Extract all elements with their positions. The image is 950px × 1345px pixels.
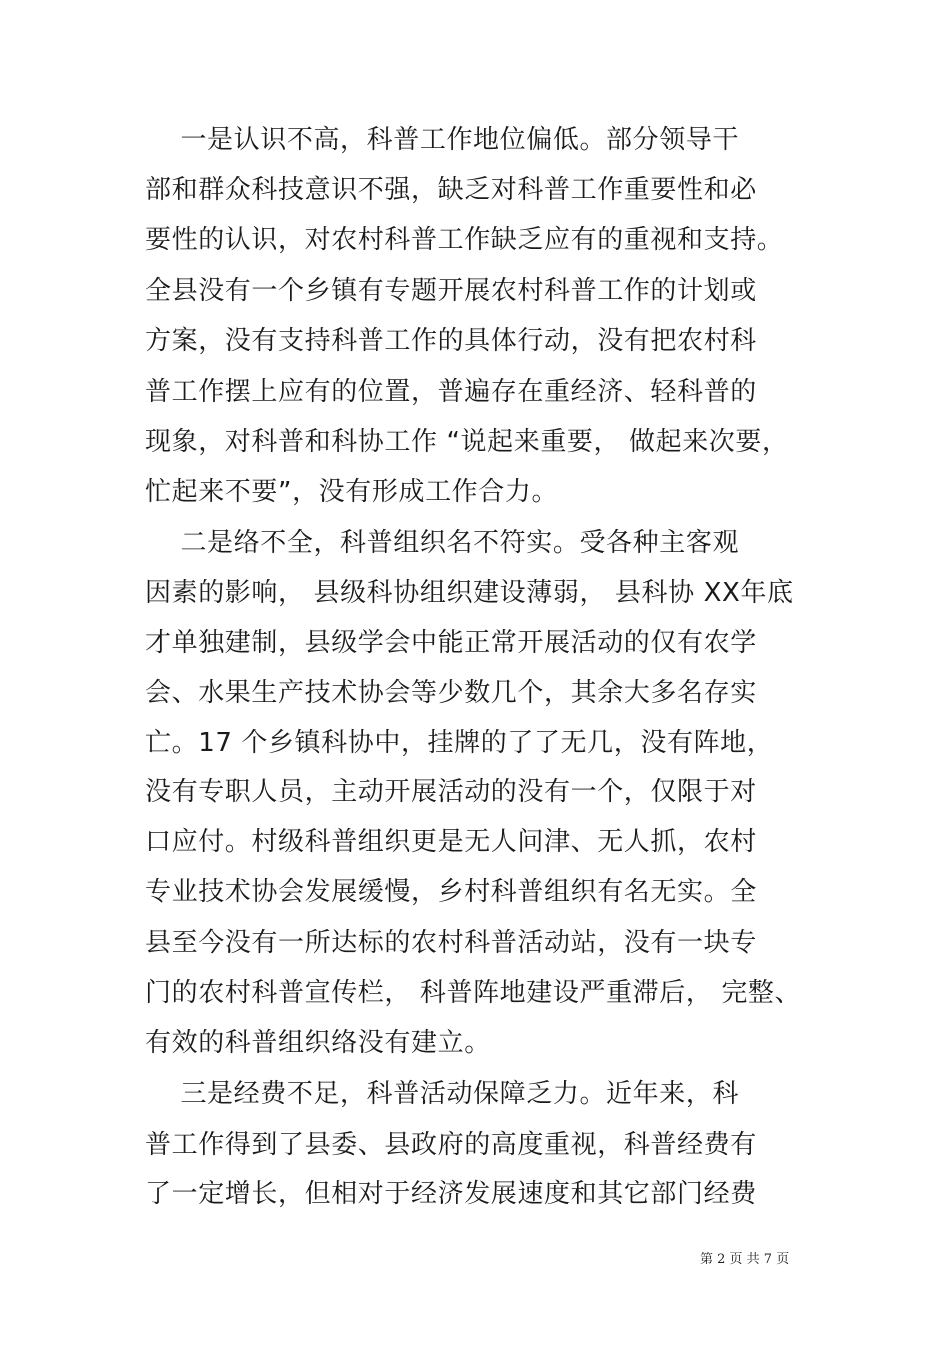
- text-line: 部和群众科技意识不强，缺乏对科普工作重要性和必: [145, 175, 757, 205]
- text-line: 专业技术协会发展缓慢，乡村科普组织有名无实。全: [145, 877, 757, 907]
- text-line: 口应付。村级科普组织更是无人问津、无人抓，农村: [145, 827, 757, 857]
- text-line: 二是络不全，科普组织名不符实。受各种主客观: [145, 528, 740, 558]
- text-line: 没有专职人员，主动开展活动的没有一个，仅限于对: [145, 777, 757, 807]
- text-line: 有效的科普组织络没有建立。: [145, 1028, 491, 1058]
- text-line: 三是经费不足，科普活动保障乏力。近年来，科: [145, 1079, 740, 1109]
- text-line: 会、水果生产技术协会等少数几个，其余大多名存实: [145, 678, 757, 708]
- text-line: 普工作摆上应有的位置，普遍存在重经济、轻科普的: [145, 377, 757, 407]
- text-line: 普工作得到了县委、县政府的高度重视，科普经费有: [145, 1130, 757, 1160]
- text-line: 全县没有一个乡镇有专题开展农村科普工作的计划或: [145, 276, 757, 306]
- text-line: 门的农村科普宣传栏， 科普阵地建设严重滞后， 完整、: [145, 978, 802, 1008]
- page-number: 第 2 页 共 7 页: [700, 1252, 790, 1267]
- text-line: 一是认识不高，科普工作地位偏低。部分领导干: [145, 125, 740, 155]
- text-line: 亡。17 个乡镇科协中，挂牌的了了无几，没有阵地，: [145, 728, 774, 758]
- text-line: 才单独建制，县级学会中能正常开展活动的仅有农学: [145, 628, 757, 658]
- text-line: 县至今没有一所达标的农村科普活动站，没有一块专: [145, 928, 757, 958]
- text-line: 了一定增长，但相对于经济发展速度和其它部门经费: [145, 1179, 757, 1209]
- text-line: 忙起来不要”，没有形成工作合力。: [145, 477, 559, 507]
- text-line: 现象，对科普和科协工作 “说起来重要， 做起来次要，: [145, 427, 789, 457]
- text-line: 方案，没有支持科普工作的具体行动，没有把农村科: [145, 326, 757, 356]
- text-line: 因素的影响， 县级科协组织建设薄弱， 县科协 XX年底: [145, 578, 794, 608]
- text-line: 要性的认识，对农村科普工作缺乏应有的重视和支持。: [145, 225, 784, 255]
